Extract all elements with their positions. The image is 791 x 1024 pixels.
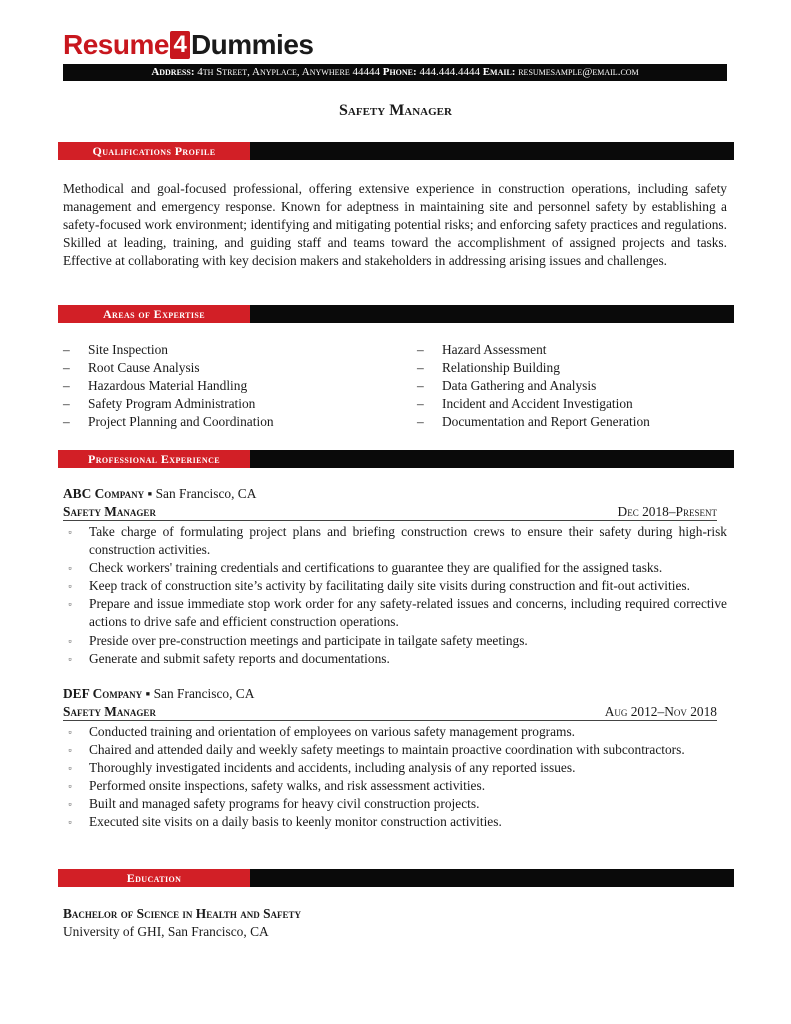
- skills-left-column: [63, 341, 274, 431]
- bullet-marker: ▫: [68, 727, 72, 737]
- brand-part2: Dummies: [190, 29, 314, 60]
- job-role: Safety Manager: [63, 704, 156, 719]
- bullet-item: ▫ Chaired and attended daily and weekly safety meetings to maintain proactive coordination with subcontractors.: [63, 741, 727, 759]
- brand-part1: Resume: [63, 29, 169, 60]
- section-header-education: [58, 869, 734, 887]
- bullet-item: ▫ Prepare and issue immediate stop work order for any safety-related issues and concerns, including required corrective actions to drive safe and efficient construction operations.: [63, 595, 727, 631]
- skill-item: – Project Planning and Coordination: [63, 414, 274, 430]
- company-separator: ▪: [145, 686, 151, 701]
- profile-summary: Methodical and goal-focused professional, offering extensive experience in construction operations, including safety management and emergency response. Known for adeptness in maintaining site and personnel safety by establishing a safety-focused work environment; identifying and mitigating potential risks; and enforcing safety practices and regulations. Skilled at leading, training, and guiding staff and teams toward the accomplishment of assigned projects and tasks. Effective at collaborating with key decision makers and stakeholders in addressing arising issues and challenges.: [63, 181, 727, 269]
- skill-item: – Relationship Building: [417, 360, 560, 376]
- address-value: 4th Street, Anyplace, Anywhere 44444: [197, 66, 380, 78]
- phone-value: 444.444.4444: [419, 66, 480, 78]
- job-bullets: [63, 523, 727, 668]
- bullet-item: ▫ Built and managed safety programs for heavy civil construction projects.: [63, 795, 727, 813]
- bullet-marker: ▫: [68, 581, 72, 592]
- bullet-marker: ▫: [68, 817, 72, 828]
- section-header-qualifications: [58, 142, 734, 160]
- bullet-marker: ▫: [68, 635, 72, 646]
- bullet-marker: ▫: [68, 599, 72, 610]
- bullet-marker: ▫: [68, 653, 72, 664]
- section-label: Areas of Expertise: [102, 307, 206, 321]
- phone-label: Phone:: [382, 66, 417, 78]
- bullet-item: ▫ Conducted training and orientation of employees on various safety management programs.: [63, 723, 727, 741]
- job-role: Safety Manager: [63, 504, 156, 519]
- skill-item: – Hazard Assessment: [417, 342, 547, 357]
- company-separator: ▪: [147, 486, 153, 501]
- brand-badge: 4: [170, 31, 190, 59]
- skills-right-column: [417, 341, 650, 431]
- section-label: Education: [126, 871, 182, 885]
- skill-item: – Documentation and Report Generation: [417, 414, 650, 430]
- job-dates: Dec 2018–Present: [617, 504, 717, 519]
- bullet-marker: ▫: [68, 763, 72, 774]
- section-label: Qualifications Profile: [92, 144, 216, 158]
- bullet-item: ▫ Thoroughly investigated incidents and accidents, including analysis of any reported issues.: [63, 759, 727, 777]
- bullet-item: ▫ Check workers' training credentials and certifications to guarantee they are qualified for the assigned tasks.: [63, 559, 727, 577]
- address-label: Address:: [151, 66, 195, 78]
- bullet-item: ▫ Keep track of construction site’s activity by facilitating daily site visits during construction and fit-out activities.: [63, 577, 727, 595]
- bullet-marker: ▫: [68, 527, 72, 537]
- skill-item: – Data Gathering and Analysis: [417, 378, 597, 394]
- email-value: resumesample@email.com: [518, 66, 639, 78]
- job-role-line: [63, 704, 717, 721]
- bullet-item: ▫ Performed onsite inspections, safety walks, and risk assessment activities.: [63, 777, 727, 795]
- bullet-item: ▫ Executed site visits on a daily basis to keenly monitor construction activities.: [63, 813, 727, 831]
- contact-bar: [63, 64, 727, 81]
- section-header-expertise: [58, 305, 734, 323]
- resume-title: Safety Manager: [339, 102, 452, 119]
- bullet-marker: ▫: [68, 799, 72, 810]
- section-header-experience: [58, 450, 734, 468]
- brand-logo: [63, 28, 313, 62]
- education-school: University of GHI, San Francisco, CA: [63, 924, 269, 939]
- bullet-item: ▫ Generate and submit safety reports and documentations.: [63, 650, 727, 668]
- skill-item: – Hazardous Material Handling: [63, 378, 248, 394]
- bullet-item: ▫ Take charge of formulating project plans and briefing construction crews to ensure their safety during high-risk construction activities.: [63, 523, 727, 559]
- company-location: San Francisco, CA: [153, 686, 255, 701]
- job-dates: Aug 2012–Nov 2018: [604, 704, 717, 719]
- bullet-marker: ▫: [68, 563, 72, 574]
- bullet-marker: ▫: [68, 745, 72, 756]
- education-degree: Bachelor of Science in Health and Safety: [63, 906, 302, 921]
- job-role-line: [63, 504, 717, 521]
- section-label: Professional Experience: [88, 452, 220, 466]
- job-company-line: [63, 486, 256, 502]
- job-company-line: [63, 686, 254, 702]
- skill-item: – Safety Program Administration: [63, 396, 256, 412]
- company-name: DEF Company: [63, 686, 143, 701]
- email-label: Email:: [482, 66, 516, 78]
- company-name: ABC Company: [63, 486, 145, 501]
- skill-item: – Site Inspection: [63, 342, 168, 357]
- bullet-item: ▫ Preside over pre-construction meetings and participate in tailgate safety meetings.: [63, 632, 727, 650]
- skill-item: – Root Cause Analysis: [63, 360, 200, 376]
- bullet-marker: ▫: [68, 781, 72, 792]
- skill-item: – Incident and Accident Investigation: [417, 396, 633, 412]
- job-bullets: [63, 723, 727, 832]
- company-location: San Francisco, CA: [155, 486, 257, 501]
